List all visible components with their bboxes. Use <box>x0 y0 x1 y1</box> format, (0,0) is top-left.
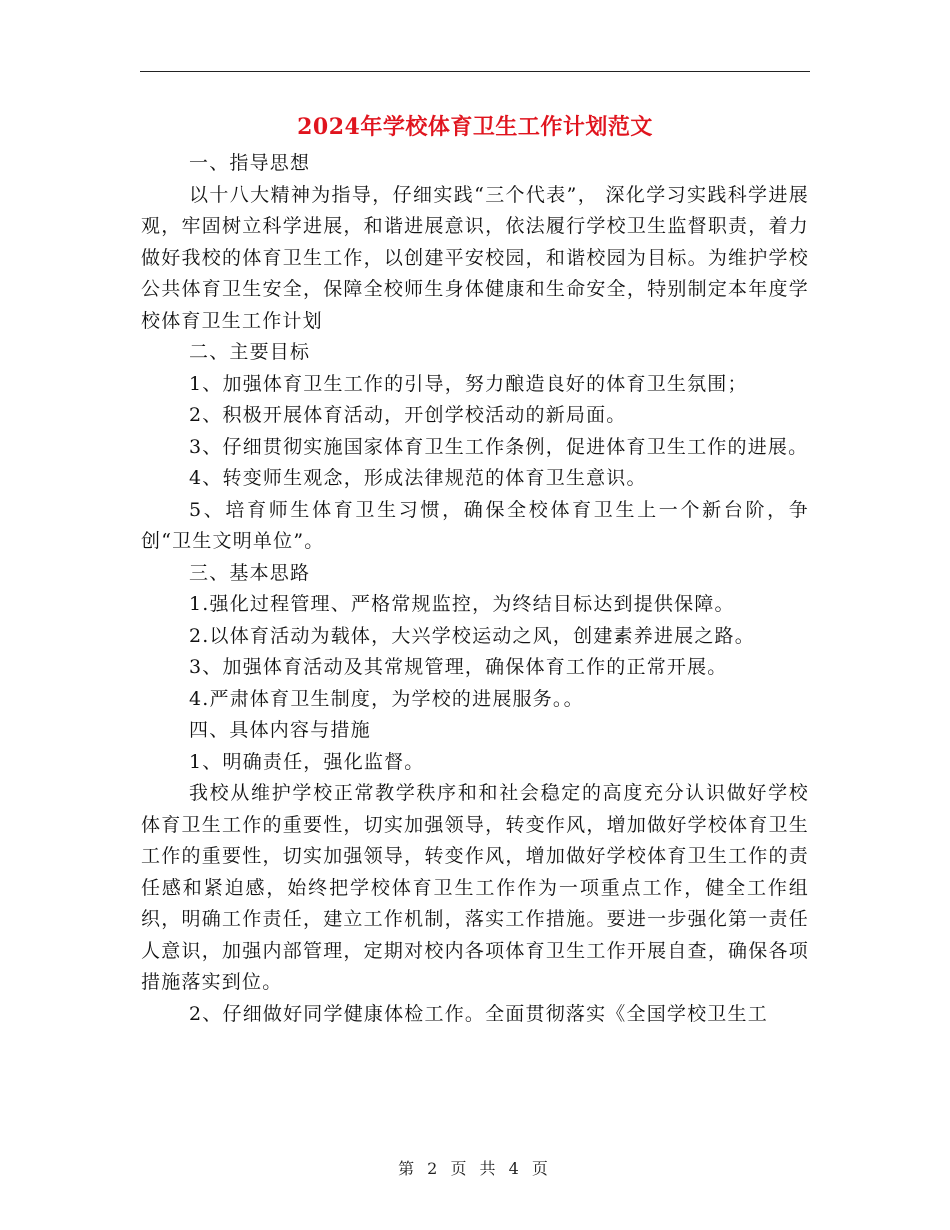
document-title: 2024年学校体育卫生工作计划范文 <box>297 114 653 140</box>
measure-heading-1: 1、明确责任，强化监督。 <box>189 750 425 773</box>
page-footer: 第 2 页 共 4 页 <box>398 1159 552 1178</box>
approach-item-3: 3、加强体育活动及其常规管理，确保体育工作的正常开展。 <box>189 656 728 678</box>
section-heading-content-measures: 四、具体内容与措施 <box>189 719 371 741</box>
goal-item-1: 1、加强体育卫生工作的引导，努力酿造良好的体育卫生氛围； <box>189 372 748 395</box>
section-heading-main-goals: 二、主要目标 <box>189 341 311 363</box>
document-body <box>141 148 809 1030</box>
goal-item-3: 3、仔细贯彻实施国家体育卫生工作条例，促进体育卫生工作的进展。 <box>189 435 809 458</box>
measure-heading-2: 2、仔细做好同学健康体检工作。全面贯彻落实《全国学校卫生工 <box>189 1002 768 1025</box>
section-heading-guiding-ideology: 一、指导思想 <box>189 152 311 174</box>
paragraph-guiding-ideology: 以十八大精神为指导，仔细实践“三个代表”， 深化学习实践科学进展观，牢固树立科学进展，和谐进展意识，依法履行学校卫生监督职责，着力做好我校的体育卫生工作，以创建平安校园，和谐校园为目标。为维护学校公共体育卫生安全，保障全校师生身体健康和生命安全，特别制定本年度学校体育卫生工作计划 <box>141 183 809 332</box>
approach-item-1: 1.强化过程管理、严格常规监控，为终结目标达到提供保障。 <box>189 593 735 615</box>
goal-item-5: 5、培育师生体育卫生习惯，确保全校体育卫生上一个新台阶，争创“卫生文明单位”。 <box>141 498 809 552</box>
approach-item-2: 2.以体育活动为载体，大兴学校运动之风，创建素养进展之路。 <box>189 624 755 647</box>
goal-item-2: 2、积极开展体育活动，开创学校活动的新局面。 <box>189 404 627 426</box>
section-heading-basic-approach: 三、基本思路 <box>189 561 311 584</box>
paragraph-measure-1: 我校从维护学校正常教学秩序和和社会稳定的高度充分认识做好学校体育卫生工作的重要性，切实加强领导，转变作风，增加做好学校体育卫生工作的重要性，切实加强领导，转变作风，增加做好学校体育卫生工作的责任感和紧迫感，始终把学校体育卫生工作作为一项重点工作，健全工作组织，明确工作责任，建立工作机制，落实工作措施。要进一步强化第一责任人意识，加强内部管理，定期对校内各项体育卫生工作开展自查，确保各项措施落实到位。 <box>141 782 809 993</box>
header-rule <box>140 71 810 72</box>
approach-item-4: 4.严肃体育卫生制度，为学校的进展服务。。 <box>189 687 584 710</box>
goal-item-4: 4、转变师生观念，形成法律规范的体育卫生意识。 <box>189 467 647 489</box>
